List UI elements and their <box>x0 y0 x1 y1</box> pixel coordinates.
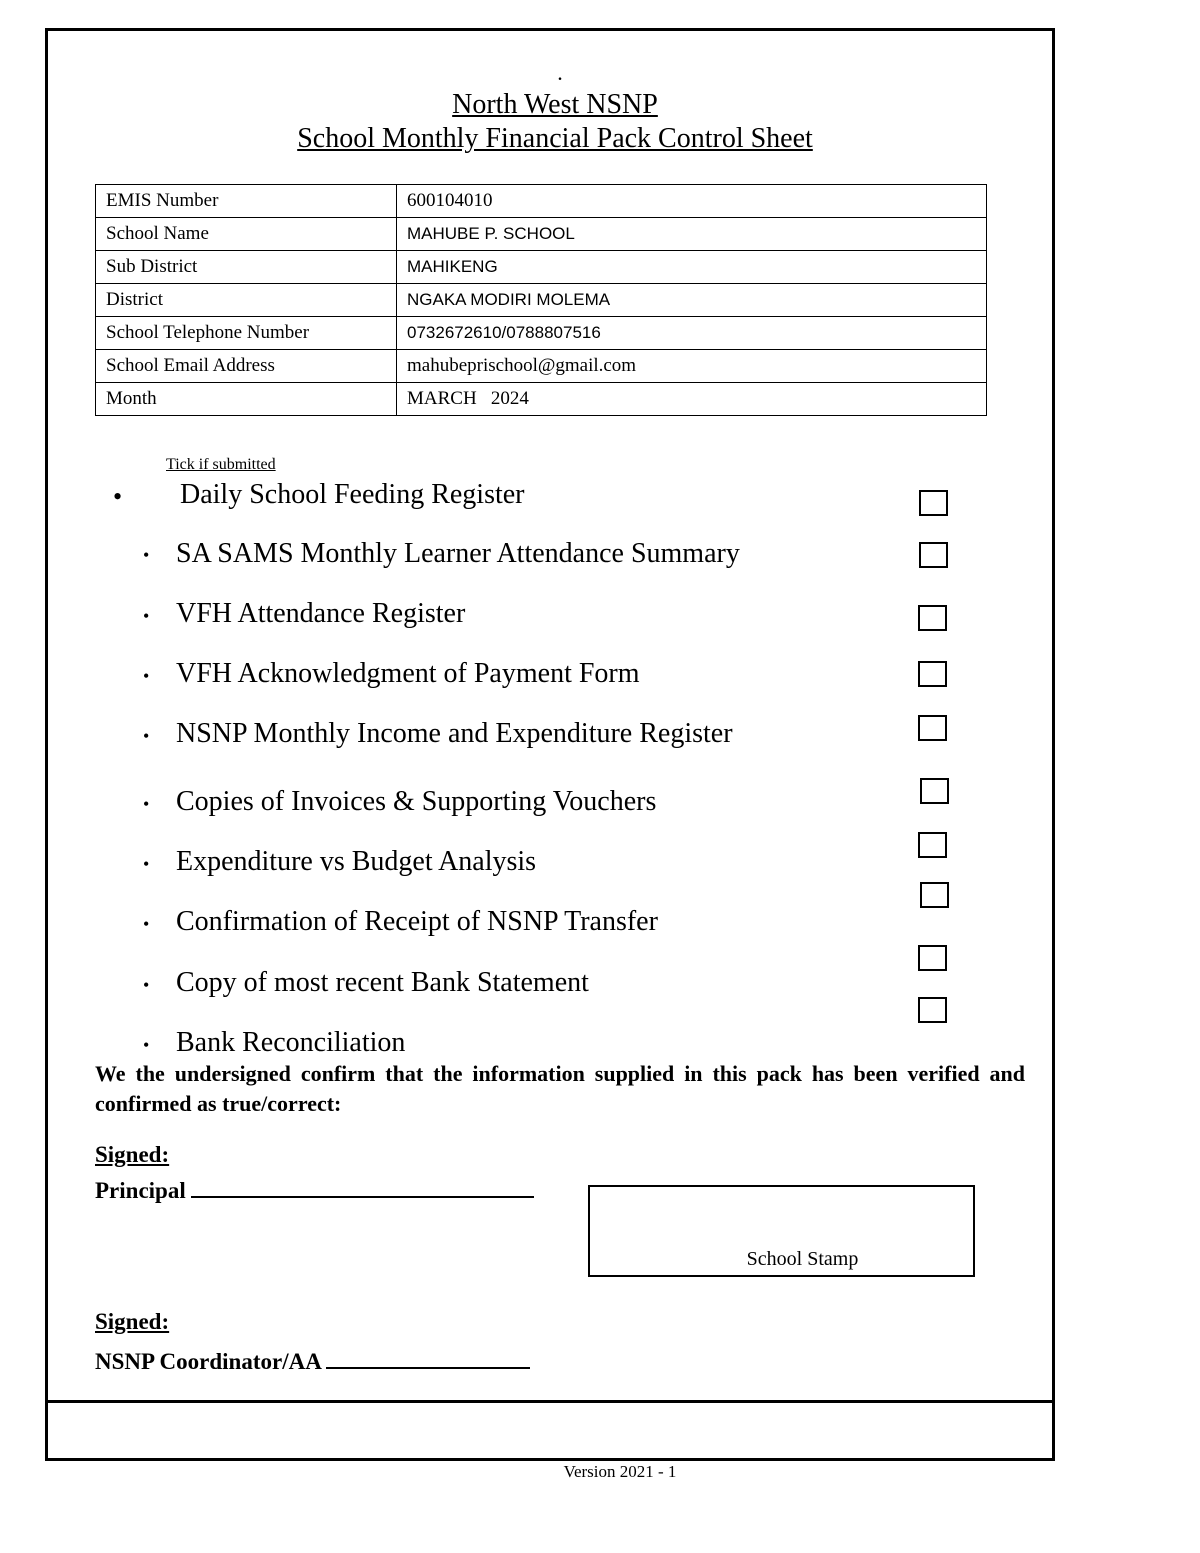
bullet-icon: • <box>143 975 150 995</box>
checkbox-transfer-receipt[interactable] <box>920 882 949 908</box>
checklist-item-vfh-payment: VFH Acknowledgment of Payment Form <box>176 658 640 689</box>
table-row <box>96 350 987 383</box>
checklist-item-feeding-register: Daily School Feeding Register <box>180 479 525 510</box>
signed-label-coordinator: Signed: <box>95 1309 170 1334</box>
emis-value: 600104010 <box>397 185 987 218</box>
bullet-icon: • <box>143 606 150 626</box>
checkbox-bank-reconciliation[interactable] <box>918 997 947 1023</box>
checklist-item-vfh-attendance: VFH Attendance Register <box>176 598 466 629</box>
school-name-value: MAHUBE P. SCHOOL <box>397 218 987 251</box>
checkbox-sams-summary[interactable] <box>919 542 948 568</box>
bullet-icon: • <box>143 854 150 874</box>
principal-signature-field[interactable] <box>191 1172 534 1198</box>
checklist-item-sams-summary: SA SAMS Monthly Learner Attendance Summary <box>176 538 740 569</box>
table-row <box>96 284 987 317</box>
coordinator-signature-line <box>95 1343 530 1375</box>
checkbox-vfh-payment[interactable] <box>918 661 947 687</box>
confirmation-statement: We the undersigned confirm that the information supplied in this pack has been verified and confirmed as true/correct: <box>95 1061 1025 1116</box>
checklist-item-bank-reconciliation: Bank Reconciliation <box>176 1027 406 1058</box>
coordinator-signature-field[interactable] <box>326 1343 530 1369</box>
bullet-icon: • <box>143 666 150 686</box>
checklist-item-invoices: Copies of Invoices & Supporting Vouchers <box>176 786 657 817</box>
version-footer: Version 2021 - 1 <box>563 1462 677 1481</box>
checkbox-income-expenditure[interactable] <box>918 715 947 741</box>
district-label: District <box>96 284 397 317</box>
checkbox-bank-statement[interactable] <box>918 945 947 971</box>
checkbox-budget-analysis[interactable] <box>918 832 947 858</box>
checkbox-feeding-register[interactable] <box>919 490 948 516</box>
sub-district-value: MAHIKENG <box>397 251 987 284</box>
table-row <box>96 185 987 218</box>
header-dot: . <box>557 60 563 85</box>
school-stamp-label: School Stamp <box>746 1248 859 1270</box>
bullet-icon: • <box>143 1035 150 1055</box>
principal-label: Principal <box>95 1178 186 1203</box>
email-value: mahubeprischool@gmail.com <box>397 350 987 383</box>
coordinator-label: NSNP Coordinator/AA <box>95 1349 321 1374</box>
checklist-item-transfer-receipt: Confirmation of Receipt of NSNP Transfer <box>176 906 658 937</box>
table-row <box>96 251 987 284</box>
school-info-table <box>95 184 987 416</box>
table-row <box>96 383 987 416</box>
emis-label: EMIS Number <box>96 185 397 218</box>
sub-district-label: Sub District <box>96 251 397 284</box>
month-value: MARCH 2024 <box>397 383 987 416</box>
district-value: NGAKA MODIRI MOLEMA <box>397 284 987 317</box>
document-title: North West NSNP <box>452 89 658 120</box>
frame-divider <box>45 1400 1055 1403</box>
bullet-icon: • <box>113 482 123 511</box>
checkbox-vfh-attendance[interactable] <box>918 605 947 631</box>
table-row <box>96 317 987 350</box>
bullet-icon: • <box>143 794 150 814</box>
tick-if-submitted-label: Tick if submitted <box>166 456 276 473</box>
checklist-item-income-expenditure: NSNP Monthly Income and Expenditure Register <box>176 718 733 749</box>
checkbox-invoices[interactable] <box>920 778 949 804</box>
bullet-icon: • <box>143 545 150 565</box>
signed-label-principal: Signed: <box>95 1142 170 1167</box>
checklist-item-budget-analysis: Expenditure vs Budget Analysis <box>176 846 537 877</box>
principal-signature-line <box>95 1172 534 1204</box>
checklist-item-bank-statement: Copy of most recent Bank Statement <box>176 967 589 998</box>
bullet-icon: • <box>143 726 150 746</box>
school-name-label: School Name <box>96 218 397 251</box>
table-row <box>96 218 987 251</box>
school-stamp-box <box>588 1185 975 1277</box>
telephone-label: School Telephone Number <box>96 317 397 350</box>
document-subtitle: School Monthly Financial Pack Control Sheet <box>297 123 813 154</box>
email-label: School Email Address <box>96 350 397 383</box>
month-label: Month <box>96 383 397 416</box>
bullet-icon: • <box>143 914 150 934</box>
telephone-value: 0732672610/0788807516 <box>397 317 987 350</box>
